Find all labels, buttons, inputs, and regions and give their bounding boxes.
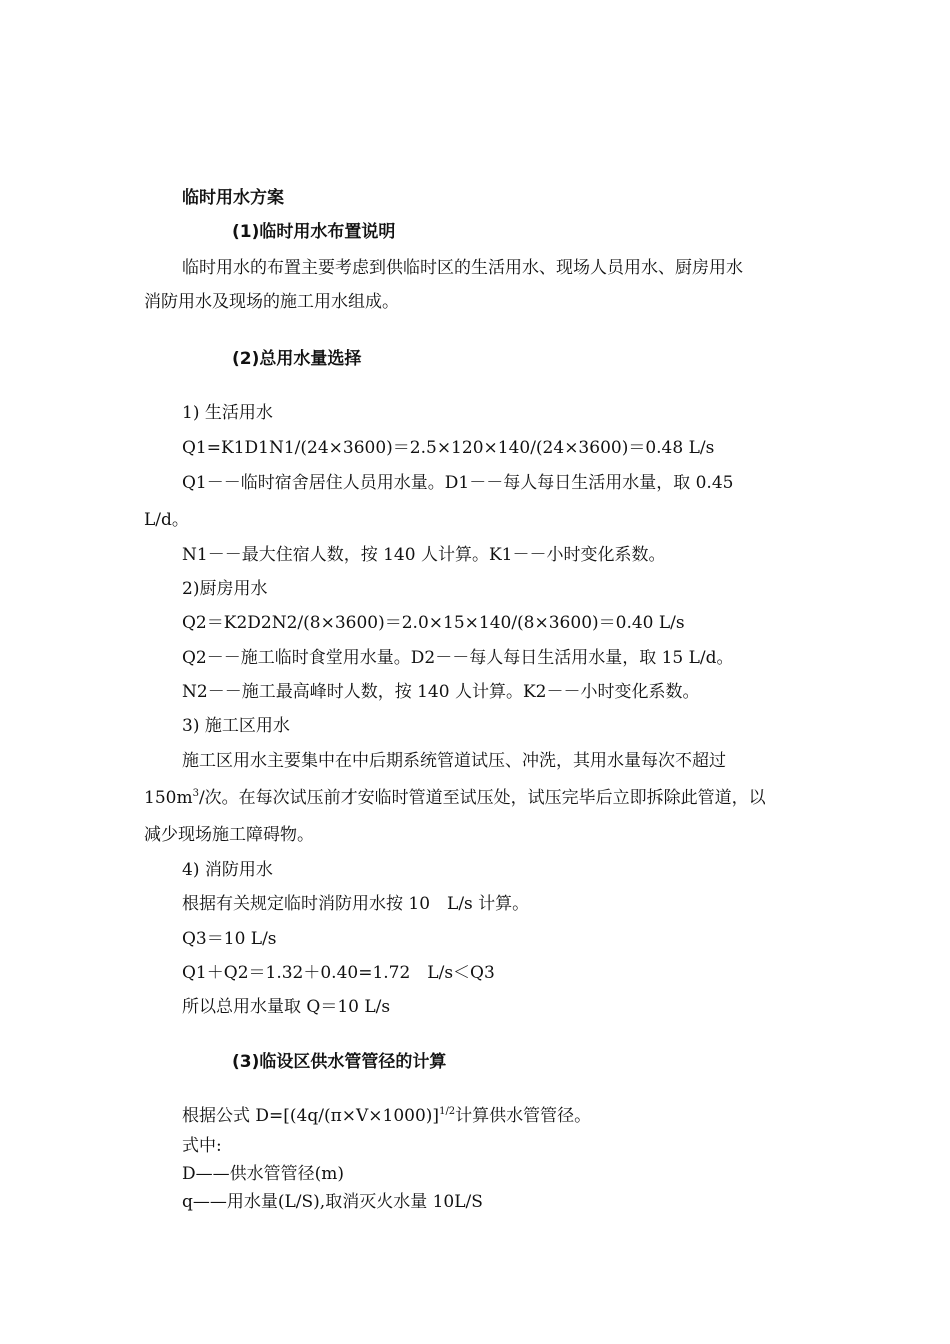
n1-note: N1－－最大住宿人数，按 140 人计算。K1－－小时变化系数。: [182, 545, 666, 565]
item-3-line-1: 施工区用水主要集中在中后期系统管道试压、冲洗，其用水量每次不超过: [182, 751, 726, 771]
item-3-line-3: 减少现场施工障碍物。: [144, 825, 314, 845]
q1-formula: Q1=K1D1N1/(24×3600)＝2.5×120×140/(24×3600)＝0.48 L/s: [182, 438, 715, 458]
q2-note: Q2－－施工临时食堂用水量。D2－－每人每日生活用水量，取 15 L/d。: [182, 648, 734, 668]
q1-note-line-2: L/d。: [144, 510, 189, 530]
diameter-formula: [182, 1104, 591, 1128]
item-4-line-1: 根据有关规定临时消防用水按 10 L/s 计算。: [182, 894, 530, 914]
volume-exponent: 3: [192, 788, 199, 799]
section-2-heading: (2)总用水量选择: [232, 349, 362, 369]
item-3-line-2: [144, 786, 766, 810]
doc-title: 临时用水方案: [182, 188, 284, 208]
volume-value: 150m: [144, 788, 193, 808]
section-1-para-line-1: 临时用水的布置主要考虑到供临时区的生活用水、现场人员用水、厨房用水: [182, 258, 743, 278]
q3-value: Q3＝10 L/s: [182, 929, 277, 949]
item-3-line-2-rest: /次。在每次试压前才安临时管道至试压处，试压完毕后立即拆除此管道，以: [198, 788, 766, 808]
section-1-heading: (1)临时用水布置说明: [232, 222, 396, 242]
sum-line: Q1＋Q2＝1.32＋0.40=1.72 L/s＜Q3: [182, 963, 495, 983]
formula-post: 计算供水管管径。: [455, 1106, 592, 1126]
item-1-title: 1) 生活用水: [182, 403, 273, 423]
n2-note: N2－－施工最高峰时人数，按 140 人计算。K2－－小时变化系数。: [182, 682, 700, 702]
item-2-title: 2)厨房用水: [182, 579, 268, 599]
item-3-title: 3) 施工区用水: [182, 716, 290, 736]
d-definition: D——供水管管径(m): [182, 1164, 345, 1184]
q1-note-line-1: Q1－－临时宿舍居住人员用水量。D1－－每人每日生活用水量，取 0.45: [182, 473, 734, 493]
section-3-heading: (3)临设区供水管管径的计算: [232, 1052, 447, 1072]
where-label: 式中:: [182, 1136, 222, 1156]
q2-formula: Q2＝K2D2N2/(8×3600)＝2.0×15×140/(8×3600)＝0.40 L/s: [182, 613, 685, 633]
item-4-title: 4) 消防用水: [182, 860, 273, 880]
formula-pre: 根据公式 D=[(4q/(π×V×1000)]: [182, 1106, 440, 1126]
formula-exponent: 1/2: [439, 1106, 456, 1117]
section-1-para-line-2: 消防用水及现场的施工用水组成。: [144, 292, 399, 312]
q-definition: q——用水量(L/S),取消灭火水量 10L/S: [182, 1192, 483, 1212]
total-line: 所以总用水量取 Q＝10 L/s: [182, 997, 391, 1017]
